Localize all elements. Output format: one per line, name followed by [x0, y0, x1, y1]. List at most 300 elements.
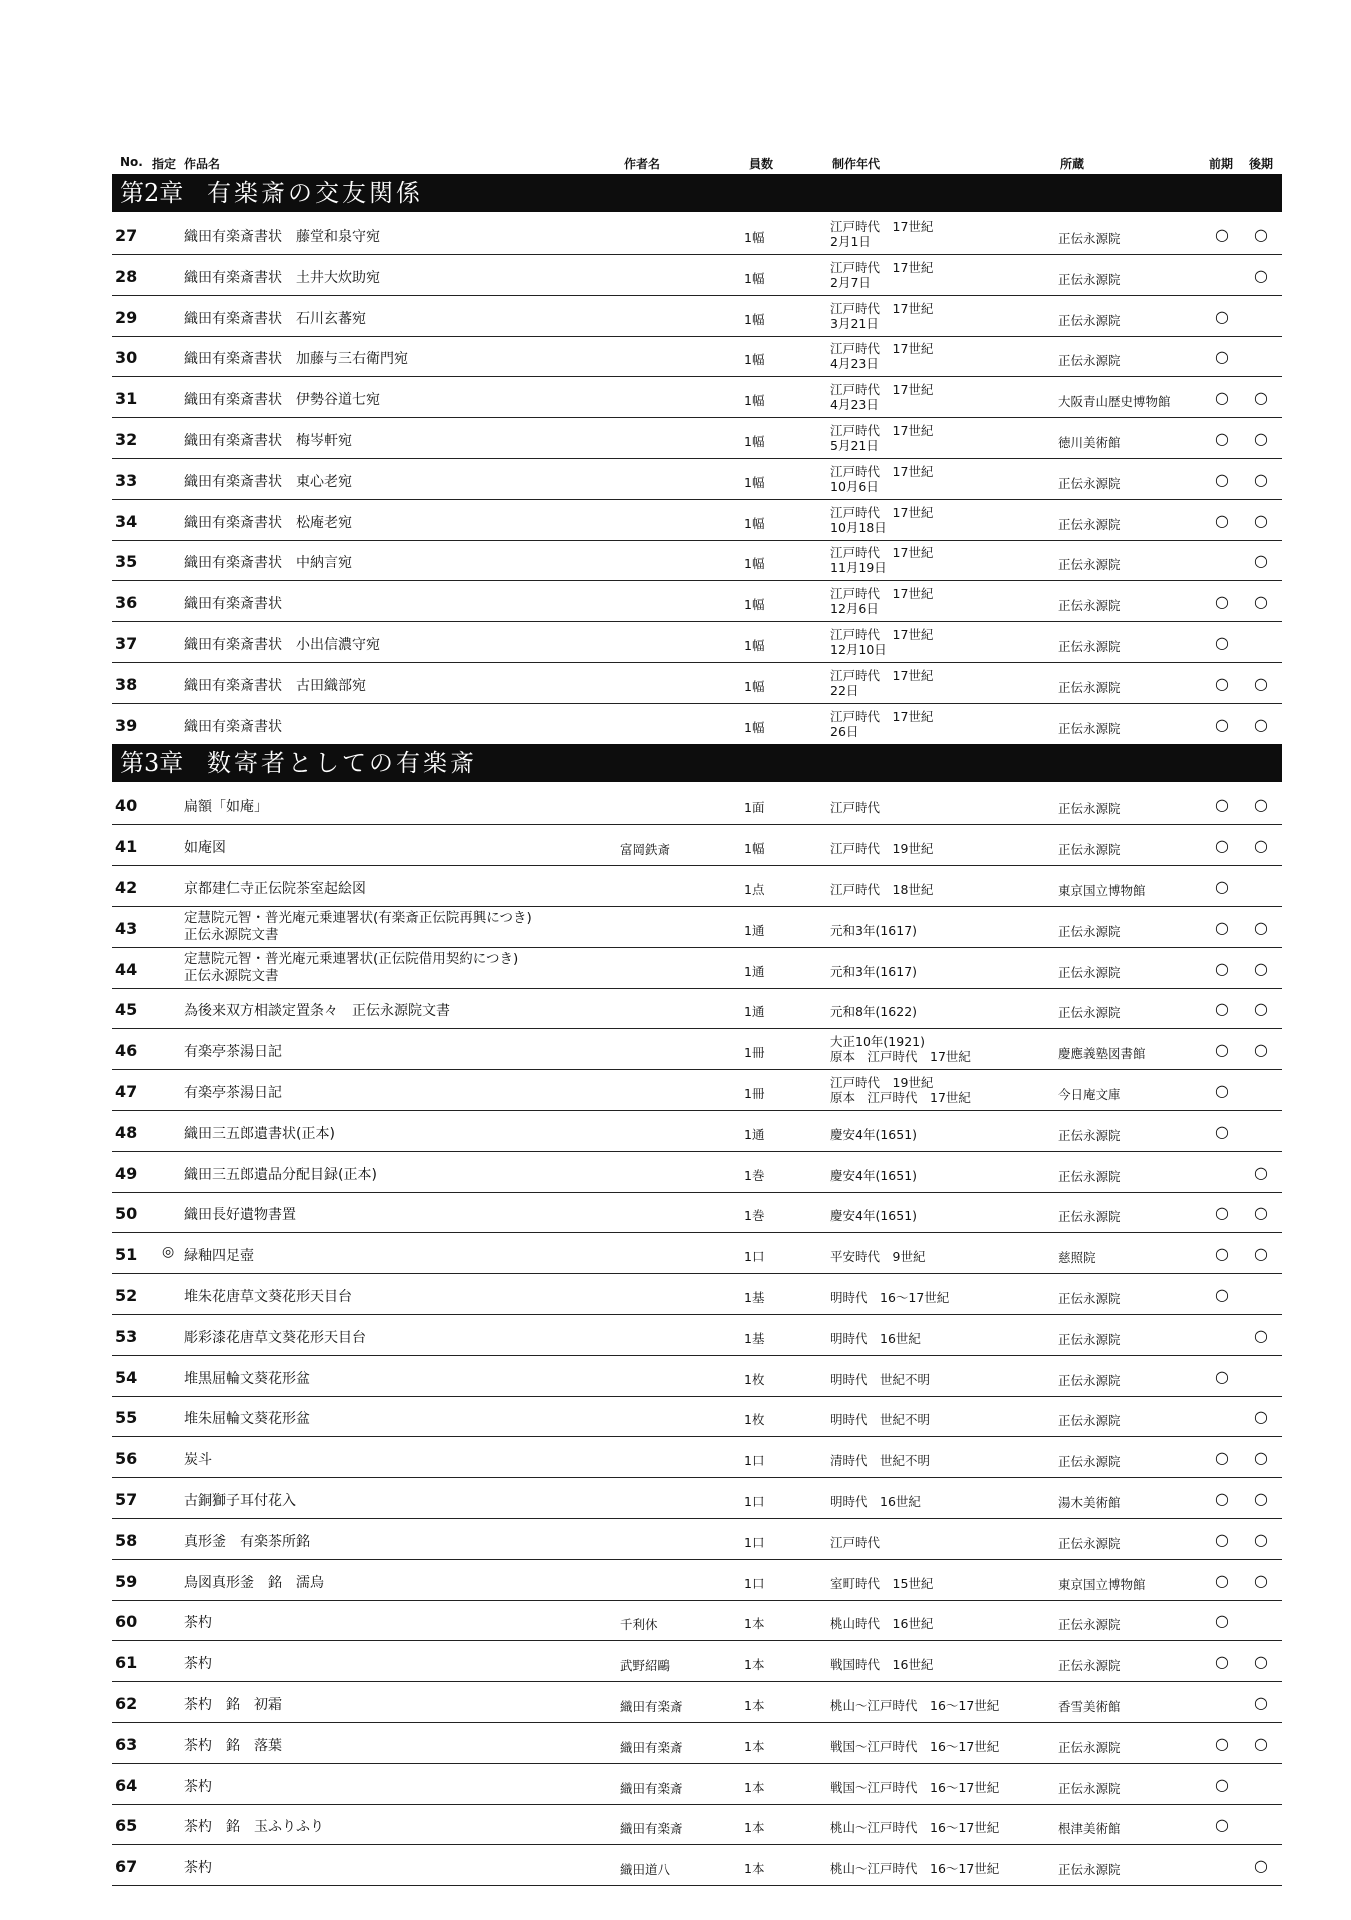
production-date: 慶安4年(1651) [830, 1208, 918, 1224]
production-date: 明時代 世紀不明 [830, 1371, 931, 1387]
owner: 正伝永源院 [1058, 1658, 1121, 1674]
owner: 正伝永源院 [1058, 312, 1121, 328]
table-row [112, 377, 1282, 418]
owner: 正伝永源院 [1058, 353, 1121, 369]
production-date: 元和3年(1617) [830, 922, 918, 938]
second-period-mark: ○ [1254, 265, 1268, 285]
item-number: 46 [115, 1041, 138, 1061]
chapter-title: 数寄者としての有楽斎 [207, 749, 477, 778]
work-title: 茶杓 銘 落葉 [184, 1737, 282, 1754]
table-row [112, 1764, 1282, 1805]
first-period-mark: ○ [1215, 388, 1229, 408]
quantity: 1本 [744, 1698, 765, 1713]
quantity: 1基 [744, 1290, 765, 1305]
work-title: 茶杓 [184, 1656, 212, 1673]
work-title: 定慧院元智・普光庵元乗連署状(有楽斎正伝院再興につき) 正伝永源院文書 [184, 909, 532, 943]
quantity: 1本 [744, 1779, 765, 1795]
table-row [112, 1192, 1282, 1233]
item-number: 40 [115, 796, 138, 816]
quantity: 1口 [744, 1534, 765, 1550]
second-period-mark: ○ [1254, 1448, 1268, 1468]
production-date: 慶安4年(1651) [830, 1126, 918, 1142]
quantity: 1幅 [744, 230, 765, 245]
header-artist: 作者名 [624, 157, 661, 171]
owner: 正伝永源院 [1058, 720, 1121, 736]
item-number: 51 [115, 1245, 138, 1265]
item-number: 49 [115, 1163, 138, 1183]
header-owner: 所蔵 [1060, 157, 1085, 171]
owner: 正伝永源院 [1058, 516, 1121, 532]
header-date: 制作年代 [832, 157, 881, 171]
table-header [112, 150, 1282, 176]
second-period-mark: ○ [1254, 714, 1268, 734]
table-row [112, 907, 1282, 948]
second-period-mark: ○ [1254, 1570, 1268, 1590]
quantity: 1通 [744, 1004, 765, 1020]
work-title: 織田有楽斎書状 中納言宛 [184, 555, 352, 572]
quantity: 1枚 [744, 1371, 765, 1387]
second-period-mark: ○ [1254, 673, 1268, 693]
header-title: 作品名 [184, 157, 221, 171]
artist-name: 織田有楽斎 [620, 1780, 683, 1796]
production-date: 明時代 16世紀 [830, 1330, 921, 1346]
owner: 湯木美術館 [1058, 1495, 1121, 1510]
first-period-mark: ○ [1215, 1570, 1229, 1590]
second-period-mark: ○ [1254, 795, 1268, 815]
owner: 正伝永源院 [1058, 1413, 1121, 1429]
work-title: 有楽亭茶湯日記 [184, 1085, 282, 1101]
table-row [112, 1437, 1282, 1478]
table-row [112, 1396, 1282, 1437]
quantity: 1口 [744, 1494, 765, 1509]
work-title: 織田有楽斎書状 小出信濃守宛 [184, 637, 380, 653]
designation-mark: ◎ [162, 1244, 175, 1261]
production-date: 江戸時代 17世紀 2月1日 [830, 219, 934, 249]
production-date: 戦国時代 16世紀 [830, 1657, 934, 1673]
table-row [112, 459, 1282, 500]
item-number: 57 [115, 1490, 138, 1509]
item-number: 37 [115, 634, 138, 653]
production-date: 江戸時代 17世紀 10月18日 [830, 504, 934, 535]
item-number: 31 [115, 389, 138, 409]
first-period-mark: ○ [1215, 673, 1229, 693]
production-date: 江戸時代 17世紀 2月7日 [830, 259, 934, 290]
second-period-mark: ○ [1254, 1693, 1268, 1712]
owner: 正伝永源院 [1058, 1617, 1121, 1633]
first-period-mark: ○ [1215, 1529, 1229, 1549]
production-date: 慶安4年(1651) [830, 1167, 918, 1183]
work-title: 有楽亭茶湯日記 [184, 1044, 282, 1061]
production-date: 平安時代 9世紀 [830, 1249, 926, 1265]
chapter-title: 有楽斎の交友関係 [207, 179, 423, 207]
second-period-mark: ○ [1254, 1652, 1268, 1672]
owner: 正伝永源院 [1058, 1168, 1121, 1184]
work-title: 堆黒屈輪文葵花形盆 [184, 1370, 310, 1387]
second-period-mark: ○ [1254, 1244, 1268, 1264]
owner: 慈照院 [1058, 1250, 1096, 1266]
quantity: 1点 [744, 882, 765, 897]
production-date: 戦国～江戸時代 16～17世紀 [830, 1738, 1000, 1754]
artist-name: 織田有楽斎 [620, 1821, 683, 1837]
item-number: 61 [115, 1653, 138, 1673]
production-date: 江戸時代 17世紀 3月21日 [830, 300, 934, 331]
owner: 根津美術館 [1058, 1821, 1121, 1837]
second-period-mark: ○ [1254, 1529, 1268, 1549]
item-number: 59 [115, 1571, 138, 1591]
work-title: 織田三五郎遺書状(正本) [184, 1125, 335, 1142]
table-row [112, 418, 1282, 459]
chapter-number: 第2章 [120, 179, 184, 207]
item-number: 27 [115, 226, 138, 245]
item-number: 47 [115, 1082, 138, 1101]
first-period-mark: ○ [1215, 347, 1229, 367]
work-title: 織田有楽斎書状 梅岑軒宛 [184, 433, 352, 449]
quantity: 1冊 [744, 1086, 765, 1101]
header-designation: 指定 [152, 157, 177, 171]
production-date: 明時代 世紀不明 [830, 1412, 931, 1428]
work-title: 堆朱屈輪文葵花形盆 [184, 1411, 310, 1428]
second-period-mark: ○ [1254, 1856, 1268, 1876]
production-date: 元和3年(1617) [830, 963, 918, 979]
chapter-number: 第3章 [120, 749, 184, 778]
first-period-mark: ○ [1215, 1203, 1229, 1223]
quantity: 1枚 [744, 1412, 765, 1428]
second-period-mark: ○ [1254, 225, 1268, 244]
first-period-mark: ○ [1215, 469, 1229, 489]
owner: 正伝永源院 [1058, 557, 1121, 573]
item-number: 62 [115, 1694, 138, 1713]
quantity: 1幅 [744, 515, 765, 531]
production-date: 江戸時代 17世紀 10月6日 [830, 463, 934, 494]
owner: 正伝永源院 [1058, 1780, 1121, 1796]
owner: 正伝永源院 [1058, 679, 1121, 695]
item-number: 35 [115, 552, 138, 572]
item-number: 54 [115, 1367, 138, 1387]
work-title: 茶杓 銘 玉ふりふり [184, 1819, 324, 1836]
item-number: 60 [115, 1612, 138, 1632]
quantity: 1基 [744, 1330, 765, 1346]
second-period-mark: ○ [1254, 551, 1268, 571]
first-period-mark: ○ [1215, 877, 1229, 896]
table-row [112, 1845, 1282, 1886]
owner: 正伝永源院 [1058, 1291, 1121, 1306]
work-title: 茶杓 [184, 1778, 212, 1795]
item-number: 55 [115, 1408, 138, 1428]
table-row [112, 622, 1282, 663]
owner: 正伝永源院 [1058, 598, 1121, 614]
work-title: 定慧院元智・普光庵元乗連署状(正伝院借用契約につき) 正伝永源院文書 [184, 950, 519, 984]
production-date: 江戸時代 17世紀 22日 [830, 667, 934, 698]
owner: 香雪美術館 [1058, 1699, 1121, 1714]
artist-name: 織田道八 [620, 1862, 671, 1878]
quantity: 1幅 [744, 434, 765, 449]
work-title: 織田三五郎遺品分配目録(正本) [184, 1166, 377, 1183]
second-period-mark: ○ [1254, 429, 1268, 448]
item-number: 67 [115, 1857, 138, 1877]
table-row [112, 1274, 1282, 1315]
table-row [112, 1804, 1282, 1845]
item-number: 52 [115, 1286, 138, 1305]
item-number: 32 [115, 430, 138, 449]
owner: 正伝永源院 [1058, 1331, 1121, 1347]
production-date: 江戸時代 17世紀 4月23日 [830, 382, 934, 413]
owner: 正伝永源院 [1058, 1127, 1121, 1143]
production-date: 江戸時代 17世紀 4月23日 [830, 341, 934, 372]
first-period-mark: ○ [1215, 1121, 1229, 1141]
owner: 正伝永源院 [1058, 801, 1121, 817]
quantity: 1通 [744, 1126, 765, 1142]
work-title: 鳥図真形釜 銘 濡烏 [184, 1574, 324, 1591]
owner: 正伝永源院 [1058, 964, 1121, 980]
owner: 今日庵文庫 [1058, 1087, 1121, 1102]
production-date: 桃山時代 16世紀 [830, 1616, 934, 1632]
production-date: 江戸時代 [830, 1534, 881, 1550]
first-period-mark: ○ [1215, 1040, 1229, 1060]
owner: 徳川美術館 [1058, 435, 1121, 450]
work-title: 茶杓 [184, 1615, 212, 1632]
work-title: 織田有楽斎書状 伊勢谷道七宛 [184, 392, 380, 409]
quantity: 1幅 [744, 841, 765, 857]
table-row [112, 866, 1282, 907]
quantity: 1口 [744, 1575, 765, 1591]
header-no: No. [120, 155, 143, 169]
quantity: 1本 [744, 1820, 765, 1836]
first-period-mark: ○ [1215, 917, 1229, 937]
first-period-mark: ○ [1215, 1611, 1229, 1631]
first-period-mark: ○ [1215, 633, 1229, 652]
table-row [112, 1233, 1282, 1274]
artist-name: 富岡鉄斎 [620, 842, 671, 858]
table-row [112, 704, 1282, 745]
work-title: 織田有楽斎書状 古田織部宛 [184, 677, 366, 694]
table-row [112, 1070, 1282, 1111]
quantity: 1本 [744, 1657, 765, 1673]
second-period-mark: ○ [1254, 1040, 1268, 1060]
item-number: 33 [115, 470, 138, 490]
second-period-mark: ○ [1254, 1325, 1268, 1345]
production-date: 明時代 16世紀 [830, 1494, 921, 1509]
second-period-mark: ○ [1254, 836, 1268, 856]
second-period-mark: ○ [1254, 510, 1268, 530]
table-row [112, 296, 1282, 337]
first-period-mark: ○ [1215, 714, 1229, 734]
artist-name: 織田有楽斎 [620, 1739, 683, 1755]
table-row [112, 948, 1282, 989]
quantity: 1幅 [744, 597, 765, 613]
table-row [112, 1315, 1282, 1356]
item-number: 64 [115, 1775, 138, 1795]
second-period-mark: ○ [1254, 1733, 1268, 1753]
second-period-mark: ○ [1254, 917, 1268, 937]
production-date: 江戸時代 19世紀 原本 江戸時代 17世紀 [830, 1075, 971, 1105]
artist-name: 武野紹鷗 [620, 1658, 671, 1674]
first-period-mark: ○ [1215, 836, 1229, 856]
second-period-mark: ○ [1254, 469, 1268, 489]
table-row [112, 1029, 1282, 1070]
second-period-mark: ○ [1254, 1489, 1268, 1508]
table-row [112, 581, 1282, 622]
first-period-mark: ○ [1215, 1489, 1229, 1508]
quantity: 1本 [744, 1861, 765, 1877]
owner: 正伝永源院 [1058, 1372, 1121, 1388]
table-row [112, 825, 1282, 866]
work-title: 真形釜 有楽茶所銘 [184, 1533, 310, 1550]
first-period-mark: ○ [1215, 795, 1229, 815]
quantity: 1幅 [744, 678, 765, 694]
owner: 正伝永源院 [1058, 1005, 1121, 1021]
quantity: 1本 [744, 1616, 765, 1632]
item-number: 63 [115, 1734, 138, 1754]
item-number: 43 [115, 918, 138, 938]
first-period-mark: ○ [1215, 1285, 1229, 1304]
production-date: 室町時代 15世紀 [830, 1575, 934, 1591]
first-period-mark: ○ [1215, 1652, 1229, 1672]
production-date: 江戸時代 18世紀 [830, 882, 934, 897]
work-title: 織田有楽斎書状 土井大炊助宛 [184, 269, 380, 286]
item-number: 30 [115, 348, 138, 368]
quantity: 1巻 [744, 1208, 765, 1224]
table-row [112, 255, 1282, 296]
quantity: 1面 [744, 800, 765, 816]
item-number: 28 [115, 266, 138, 286]
first-period-mark: ○ [1215, 1448, 1229, 1468]
header-quantity: 員数 [749, 157, 774, 171]
item-number: 38 [115, 674, 138, 694]
work-title: 扁額「如庵」 [184, 799, 268, 816]
table-row [112, 1641, 1282, 1682]
table-row [112, 500, 1282, 541]
first-period-mark: ○ [1215, 1081, 1229, 1100]
first-period-mark: ○ [1215, 999, 1229, 1019]
owner: 正伝永源院 [1058, 1862, 1121, 1878]
production-date: 江戸時代 17世紀 12月10日 [830, 627, 934, 657]
second-period-mark: ○ [1254, 388, 1268, 408]
first-period-mark: ○ [1215, 1733, 1229, 1753]
production-date: 桃山～江戸時代 16～17世紀 [830, 1698, 1000, 1713]
quantity: 1幅 [744, 556, 765, 572]
work-title: 織田有楽斎書状 藤堂和泉守宛 [184, 229, 380, 245]
chapter-heading [112, 744, 1282, 782]
item-number: 58 [115, 1530, 138, 1550]
artist-name: 千利休 [620, 1617, 658, 1633]
item-number: 39 [115, 715, 138, 735]
owner: 大阪青山歴史博物館 [1058, 394, 1171, 410]
quantity: 1幅 [744, 474, 765, 490]
production-date: 明時代 16～17世紀 [830, 1290, 950, 1305]
work-title: 緑釉四足壺 [184, 1248, 254, 1265]
work-title: 織田有楽斎書状 加藤与三右衛門宛 [184, 351, 408, 368]
second-period-mark: ○ [1254, 1162, 1268, 1182]
owner: 東京国立博物館 [1058, 1576, 1146, 1592]
first-period-mark: ○ [1215, 225, 1229, 244]
item-number: 41 [115, 837, 138, 857]
quantity: 1口 [744, 1249, 765, 1265]
production-date: 大正10年(1921) 原本 江戸時代 17世紀 [830, 1034, 971, 1065]
work-title: 堆朱花唐草文葵花形天目台 [184, 1289, 352, 1305]
table-row [112, 988, 1282, 1029]
table-row [112, 1560, 1282, 1601]
work-title: 古銅獅子耳付花入 [184, 1493, 296, 1509]
owner: 正伝永源院 [1058, 639, 1121, 654]
table-row [112, 540, 1282, 581]
production-date: 江戸時代 17世紀 5月21日 [830, 423, 934, 453]
quantity: 1幅 [744, 352, 765, 368]
table-row [112, 784, 1282, 825]
item-number: 42 [115, 878, 138, 897]
production-date: 江戸時代 [830, 800, 881, 816]
quantity: 1巻 [744, 1167, 765, 1183]
owner: 正伝永源院 [1058, 1535, 1121, 1551]
item-number: 29 [115, 307, 138, 327]
work-title: 如庵図 [184, 840, 226, 857]
table-row [112, 1152, 1282, 1193]
second-period-mark: ○ [1254, 958, 1268, 978]
table-row [112, 663, 1282, 704]
work-title: 織田長好遺物書置 [184, 1207, 296, 1224]
owner: 正伝永源院 [1058, 1739, 1121, 1755]
work-title: 茶杓 銘 初霜 [184, 1697, 282, 1713]
second-period-mark: ○ [1254, 999, 1268, 1019]
chapter-heading [112, 174, 1282, 212]
production-date: 元和8年(1622) [830, 1004, 918, 1020]
first-period-mark: ○ [1215, 1366, 1229, 1386]
owner: 正伝永源院 [1058, 923, 1121, 939]
quantity: 1幅 [744, 393, 765, 409]
table-row [112, 1682, 1282, 1723]
item-number: 45 [115, 1000, 138, 1020]
production-date: 桃山～江戸時代 16～17世紀 [830, 1820, 1000, 1836]
first-period-mark: ○ [1215, 1815, 1229, 1835]
work-title: 織田有楽斎書状 石川玄蕃宛 [184, 310, 366, 327]
table-row [112, 1723, 1282, 1764]
header-first-period: 前期 [1209, 157, 1234, 171]
first-period-mark: ○ [1215, 510, 1229, 530]
quantity: 1冊 [744, 1045, 765, 1061]
first-period-mark: ○ [1215, 306, 1229, 326]
table-row [112, 1478, 1282, 1519]
work-title: 為後来双方相談定置条々 正伝永源院文書 [184, 1003, 450, 1020]
production-date: 江戸時代 17世紀 11月19日 [830, 545, 934, 576]
work-title: 織田有楽斎書状 [184, 718, 282, 735]
artist-name: 織田有楽斎 [620, 1699, 683, 1714]
item-number: 34 [115, 511, 138, 531]
first-period-mark: ○ [1215, 1244, 1229, 1264]
work-title: 織田有楽斎書状 松庵老宛 [184, 514, 352, 531]
production-date: 江戸時代 17世紀 26日 [830, 708, 934, 739]
production-date: 江戸時代 19世紀 [830, 841, 934, 857]
header-second-period: 後期 [1249, 157, 1274, 171]
item-number: 65 [115, 1816, 138, 1836]
production-date: 桃山～江戸時代 16～17世紀 [830, 1861, 1000, 1877]
item-number: 56 [115, 1449, 138, 1469]
quantity: 1通 [744, 963, 765, 979]
quantity: 1通 [744, 922, 765, 938]
quantity: 1幅 [744, 638, 765, 653]
quantity: 1幅 [744, 719, 765, 735]
second-period-mark: ○ [1254, 1203, 1268, 1223]
first-period-mark: ○ [1215, 1774, 1229, 1794]
owner: 正伝永源院 [1058, 842, 1121, 858]
work-title: 京都建仁寺正伝院茶室起絵図 [184, 881, 366, 897]
quantity: 1幅 [744, 270, 765, 286]
owner: 正伝永源院 [1058, 1454, 1121, 1470]
owner: 正伝永源院 [1058, 1209, 1121, 1225]
table-row [112, 1356, 1282, 1397]
item-number: 53 [115, 1326, 138, 1346]
table-row [112, 214, 1282, 255]
work-title: 織田有楽斎書状 東心老宛 [184, 473, 352, 490]
owner: 正伝永源院 [1058, 271, 1121, 287]
